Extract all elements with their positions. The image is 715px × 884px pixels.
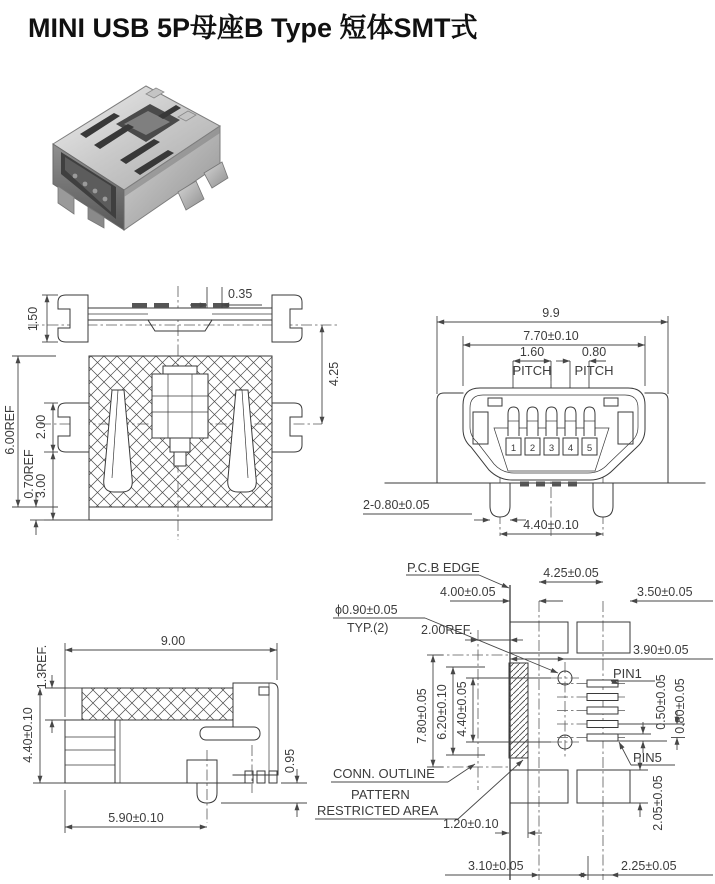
dim-label: 2.00REF. — [421, 623, 473, 637]
dim-label: 4.25 — [327, 361, 341, 387]
pitch-label-right: PITCH — [574, 363, 614, 378]
dimension-2-05 — [630, 756, 665, 831]
pin-pad — [587, 694, 618, 701]
molded-body-section — [58, 356, 302, 520]
dim-label: 9.9 — [542, 306, 560, 320]
pin-number: 1 — [510, 443, 517, 454]
page-title: MINI USB 5P母座B Type 短体SMT式 — [28, 13, 478, 43]
connector-photo — [53, 86, 228, 230]
dim-label: 3.10±0.05 — [468, 859, 524, 873]
dim-label: 0.35 — [228, 287, 253, 301]
pin-number-boxes — [506, 438, 597, 455]
connector-shell — [385, 388, 705, 517]
dim-label: 4.40±0.05 — [455, 681, 469, 737]
dim-label: 2.25±0.05 — [621, 859, 677, 873]
solder-leg — [490, 483, 510, 517]
dimension-4-25 — [322, 325, 341, 424]
dimension-0-50 — [618, 674, 668, 753]
dim-label: 1.20±0.10 — [443, 817, 499, 831]
pcb-layout-view — [315, 556, 715, 884]
pin-number: 3 — [548, 443, 555, 454]
pin-pad — [587, 721, 618, 728]
dim-label: 1.60 — [519, 345, 545, 359]
dimension-4-40 — [21, 688, 65, 783]
dim-label: 4.00±0.05 — [440, 585, 496, 599]
typ-label: TYP.(2) — [347, 621, 389, 635]
dimension-2-00 — [34, 403, 58, 452]
restricted-area-bar — [509, 663, 528, 758]
dimension-0-80 — [618, 678, 687, 750]
pin-number: 4 — [567, 443, 574, 454]
dim-label: 3.50±0.05 — [637, 585, 693, 599]
top-shield-strip — [58, 295, 302, 342]
pin1-label: PIN1 — [613, 666, 642, 681]
pin-number: 5 — [586, 443, 593, 454]
dimension-1-50 — [26, 295, 58, 342]
hole-label: ϕ0.90±0.05 — [335, 603, 398, 617]
dim-label: 9.00 — [160, 634, 186, 648]
pin-pad — [587, 734, 618, 741]
dim-label: 6.00REF — [3, 405, 17, 455]
dim-label: 3.90±0.05 — [633, 643, 689, 657]
dimension-5-90 — [65, 790, 207, 833]
dim-label: 5.90±0.10 — [108, 811, 164, 825]
pin-pads — [557, 680, 625, 741]
dimension-7-70 — [463, 329, 645, 386]
pin5-label: PIN5 — [633, 750, 662, 765]
dimension-3-00 — [34, 452, 89, 520]
dimension-4-00 — [440, 585, 563, 601]
pitch-label-left: PITCH — [512, 363, 552, 378]
side-view — [15, 625, 350, 880]
dimension-3-90 — [510, 643, 713, 659]
dimension-4-40 — [455, 678, 551, 742]
mating-face-view — [360, 278, 715, 548]
conn-outline-label: CONN. OUTLINE — [333, 766, 435, 781]
dim-label: 0.70REF — [22, 449, 36, 499]
bottom-dimensions — [445, 856, 713, 880]
dim-label: 0.80±0.05 — [673, 678, 687, 734]
dim-label: 0.50±0.05 — [654, 674, 668, 730]
dimension-9-9 — [437, 306, 668, 394]
pad — [577, 622, 630, 653]
solder-leg — [593, 483, 613, 517]
product-photo-image — [28, 72, 233, 257]
pcb-edge-label: P.C.B EDGE — [407, 560, 480, 575]
dim-label: 2-0.80±0.05 — [363, 498, 430, 512]
dim-label: 2.00 — [34, 414, 48, 440]
pin5-callout — [619, 742, 675, 765]
pin-pad — [587, 707, 618, 714]
pad — [577, 770, 630, 803]
pattern-label-line1: PATTERN — [351, 787, 410, 802]
dim-label: 2.05±0.05 — [651, 775, 665, 831]
pattern-label-line2: RESTRICTED AREA — [317, 803, 439, 818]
dim-label: 0.95 — [283, 748, 297, 774]
dim-label: 6.20±0.10 — [435, 684, 449, 740]
dim-label: 1.3REF. — [35, 644, 49, 690]
front-section-view — [0, 278, 355, 548]
pin1-callout — [611, 666, 655, 684]
dim-label: 4.25±0.05 — [543, 566, 599, 580]
dim-label: 4.40±0.10 — [21, 707, 35, 763]
dim-label: 4.40±0.10 — [523, 518, 579, 532]
dimension-4-25 — [539, 566, 603, 582]
pin-number: 2 — [529, 443, 536, 454]
dim-label: 1.50 — [26, 306, 40, 332]
dim-label: 3.00 — [34, 473, 48, 499]
top-pads — [510, 622, 630, 653]
dim-label: 7.70±0.10 — [523, 329, 579, 343]
side-body — [65, 683, 278, 823]
dim-label: 7.80±0.05 — [415, 688, 429, 744]
dimension-0-35 — [190, 287, 262, 308]
dimension-3-50 — [630, 585, 713, 601]
dim-label: 0.80 — [581, 345, 607, 359]
